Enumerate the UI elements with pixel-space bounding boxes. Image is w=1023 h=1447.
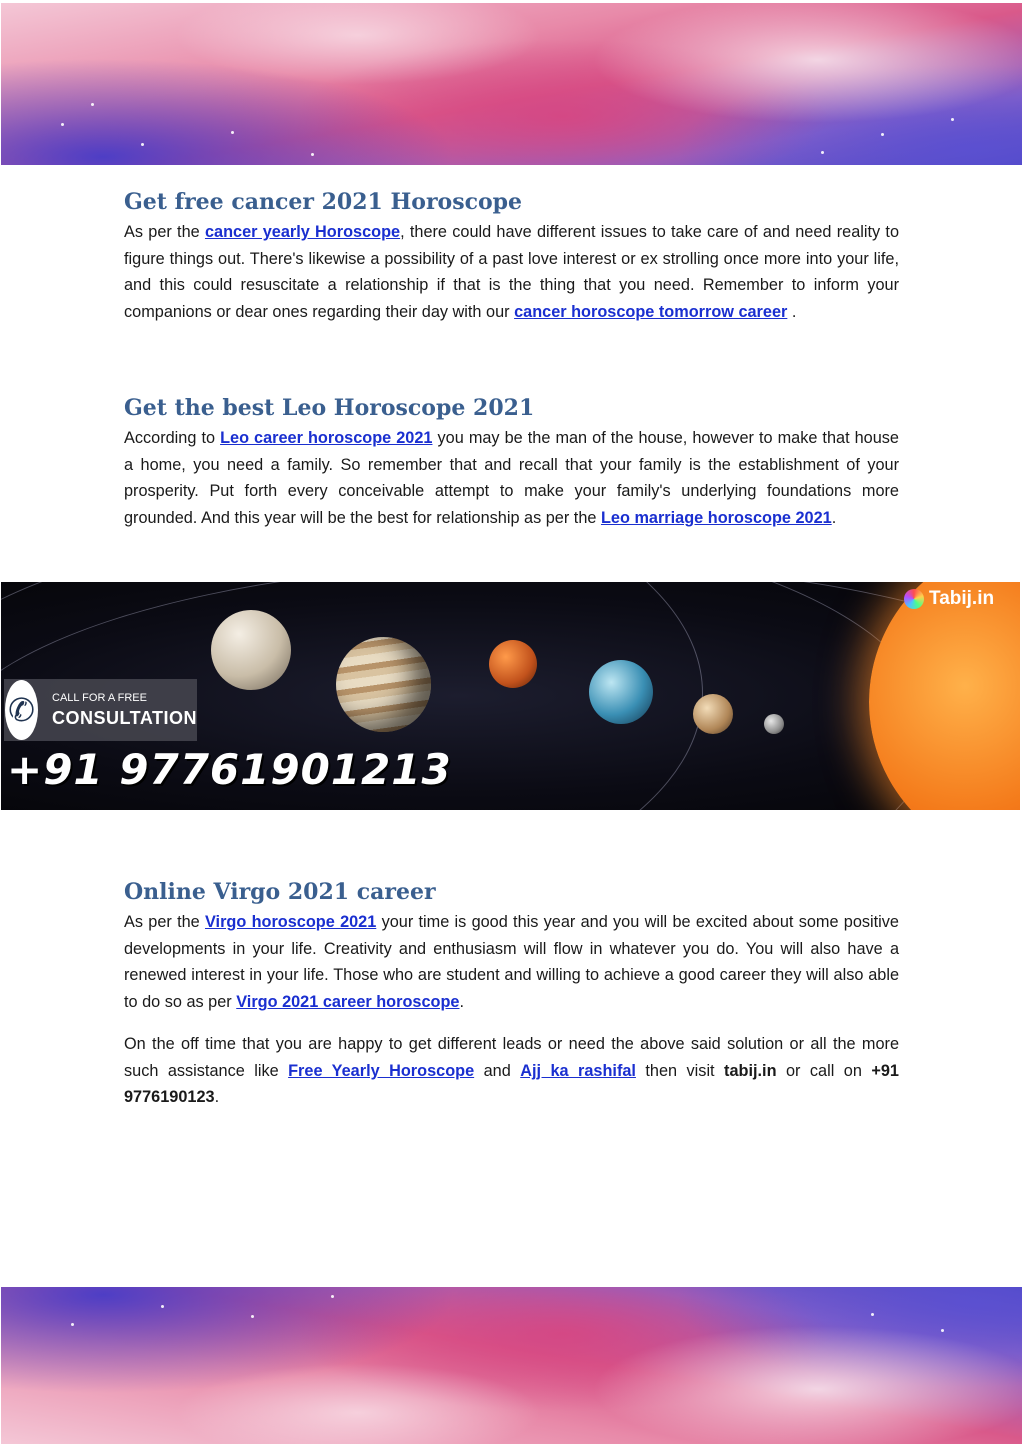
ajj-ka-rashifal-link[interactable]: Ajj ka rashifal [520, 1061, 636, 1080]
saturn-image [211, 610, 291, 690]
cancer-paragraph: As per the cancer yearly Horoscope, there could have different issues to take care of and need reality to figure things out. There's likewise a possibility of a past love interest or ex strolling once more into your life, and this could resuscitate a relationship if that is the thing that you need. Remember to inform your companions or dear ones regarding their day with our cancer horoscope tomorrow career . [124, 223, 899, 322]
venus-image [693, 694, 733, 734]
mercury-image [764, 714, 784, 734]
virgo-paragraph: As per the Virgo horoscope 2021 your time is good this year and you will be excited about some positive developments in your life. Creativity and enthusiasm will flow in whatever you do. You will also have a renewed interest in your life. Those who are student and willing to achieve a good career they will also able to do so as per Virgo 2021 career horoscope. [124, 913, 899, 1012]
virgo-heading: Online Virgo 2021 career [124, 879, 436, 905]
cta-big-text: CONSULTATION [52, 707, 197, 728]
leo-career-horoscope-link[interactable]: Leo career horoscope 2021 [220, 429, 433, 447]
leo-heading: Get the best Leo Horoscope 2021 [124, 395, 535, 421]
leo-paragraph: According to Leo career horoscope 2021 you may be the man of the house, however to make that house a home, you need a family. So remember that and recall that your family is the establishment of your prosperity. Put forth every conceivable attempt to make your family's underlying foundations more grounded. And this year will be the best for relationship as per the Leo marriage horoscope 2021. [124, 429, 899, 528]
site-name: tabij.in [724, 1061, 777, 1080]
leo-section [124, 393, 899, 532]
consultation-ad-banner[interactable] [1, 582, 1020, 810]
virgo-section [124, 877, 899, 1016]
free-yearly-horoscope-link[interactable]: Free Yearly Horoscope [288, 1061, 475, 1080]
call-consultation-box[interactable] [4, 679, 197, 741]
closing-section [124, 1031, 899, 1111]
jupiter-image [336, 637, 431, 732]
cancer-tomorrow-career-link[interactable]: cancer horoscope tomorrow career [514, 303, 788, 322]
header-banner [1, 3, 1022, 165]
closing-paragraph: On the off time that you are happy to get different leads or need the above said solution or all the more such assistance like Free Yearly Horoscope and Ajj ka rashifal then visit tabij.in or call on +91 9776190123. [124, 1035, 899, 1107]
cancer-yearly-horoscope-link[interactable]: cancer yearly Horoscope [204, 223, 401, 241]
virgo-career-horoscope-link[interactable]: Virgo 2021 career horoscope [236, 993, 460, 1012]
earth-image [589, 660, 653, 724]
tabij-logo-icon [904, 589, 924, 609]
virgo-horoscope-link[interactable]: Virgo horoscope 2021 [204, 913, 377, 931]
leo-marriage-horoscope-link[interactable]: Leo marriage horoscope 2021 [600, 509, 832, 528]
cancer-section [124, 187, 899, 326]
cta-phone-number[interactable]: +91 97761901213 [7, 745, 452, 794]
footer-banner [1, 1287, 1022, 1444]
tabij-logo-text: Tabij.in [929, 588, 995, 609]
cta-small-text: CALL FOR A FREE [52, 691, 147, 704]
tabij-logo[interactable] [904, 588, 994, 610]
cancer-heading: Get free cancer 2021 Horoscope [124, 189, 523, 215]
contact-phone: +91 9776190123 [124, 1061, 899, 1107]
mars-image [489, 640, 537, 688]
phone-icon: ✆ [5, 680, 38, 740]
